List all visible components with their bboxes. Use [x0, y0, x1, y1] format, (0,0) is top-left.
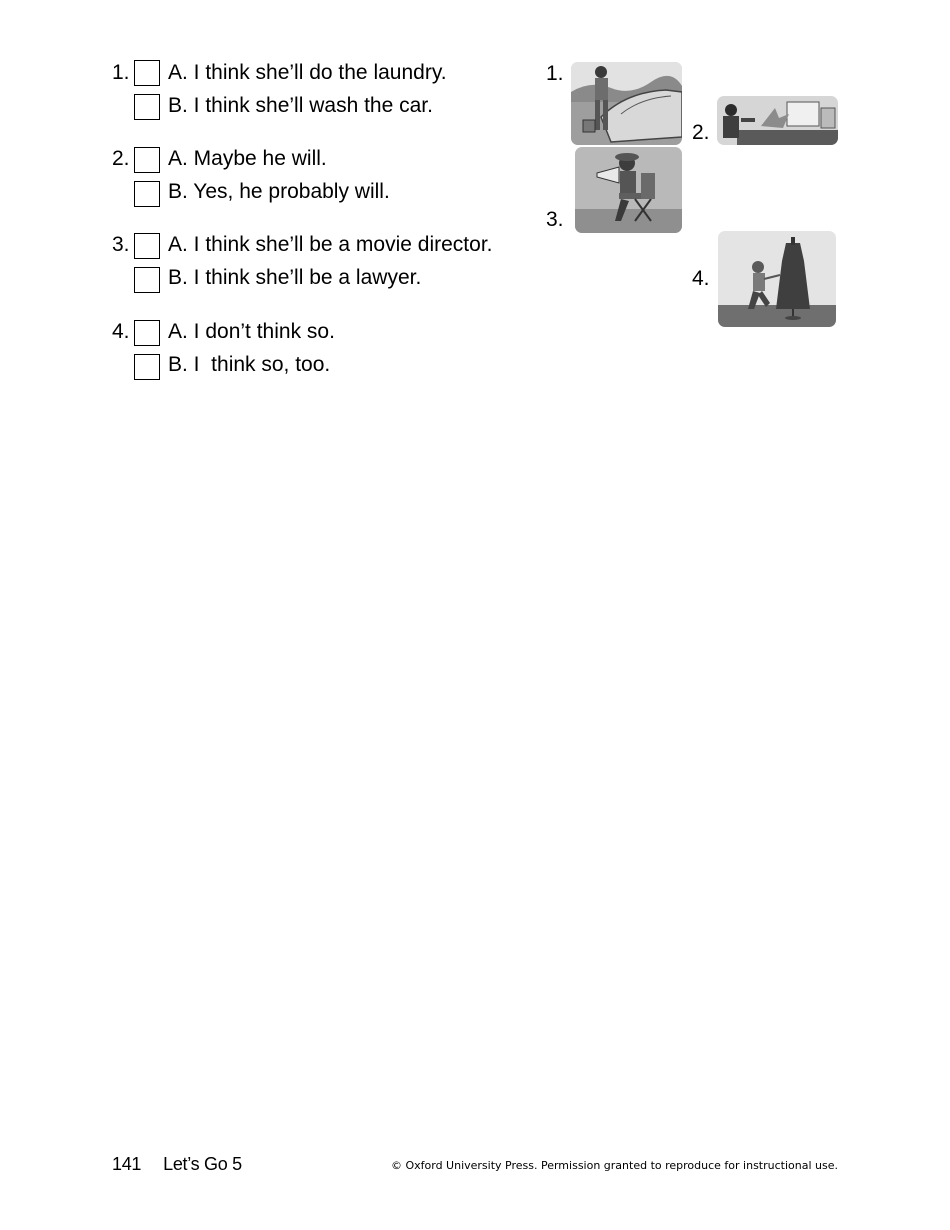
answer-checkbox-1b[interactable]: [134, 94, 160, 120]
question-number: 3.: [112, 233, 130, 256]
answer-checkbox-3a[interactable]: [134, 233, 160, 259]
answer-checkbox-1a[interactable]: [134, 60, 160, 86]
page-footer: [112, 1152, 264, 1176]
question-number: 2.: [112, 147, 130, 170]
picture-label-1: 1.: [546, 62, 564, 85]
answer-option-1b: B. I think she’ll wash the car.: [168, 94, 433, 117]
answer-checkbox-2b[interactable]: [134, 181, 160, 207]
girl-washing-car-image: [571, 62, 682, 145]
answer-option-3b: B. I think she’ll be a lawyer.: [168, 266, 422, 289]
picture-label-3: 3.: [546, 208, 564, 231]
book-title: Let’s Go 5: [163, 1154, 242, 1174]
question-number: 4.: [112, 320, 130, 343]
girl-with-megaphone-director-chair-image: [575, 147, 682, 233]
picture-label-2: 2.: [692, 121, 710, 144]
picture-label-4: 4.: [692, 267, 710, 290]
copyright-notice: © Oxford University Press. Permission granted to reproduce for instructional use.: [390, 1159, 838, 1172]
answer-option-4b: B. I think so, too.: [168, 353, 331, 376]
answer-option-2a: A. Maybe he will.: [168, 147, 327, 170]
answer-option-4a: A. I don’t think so.: [168, 320, 335, 343]
answer-checkbox-4a[interactable]: [134, 320, 160, 346]
answer-checkbox-4b[interactable]: [134, 354, 160, 380]
boy-with-messy-desk-image: [717, 96, 838, 145]
page-number: 141: [112, 1154, 142, 1174]
girl-sewing-dress-on-mannequin-image: [718, 231, 836, 327]
question-number: 1.: [112, 61, 130, 84]
answer-checkbox-3b[interactable]: [134, 267, 160, 293]
answer-checkbox-2a[interactable]: [134, 147, 160, 173]
answer-option-1a: A. I think she’ll do the laundry.: [168, 61, 447, 84]
answer-option-2b: B. Yes, he probably will.: [168, 180, 390, 203]
answer-option-3a: A. I think she’ll be a movie director.: [168, 233, 493, 256]
